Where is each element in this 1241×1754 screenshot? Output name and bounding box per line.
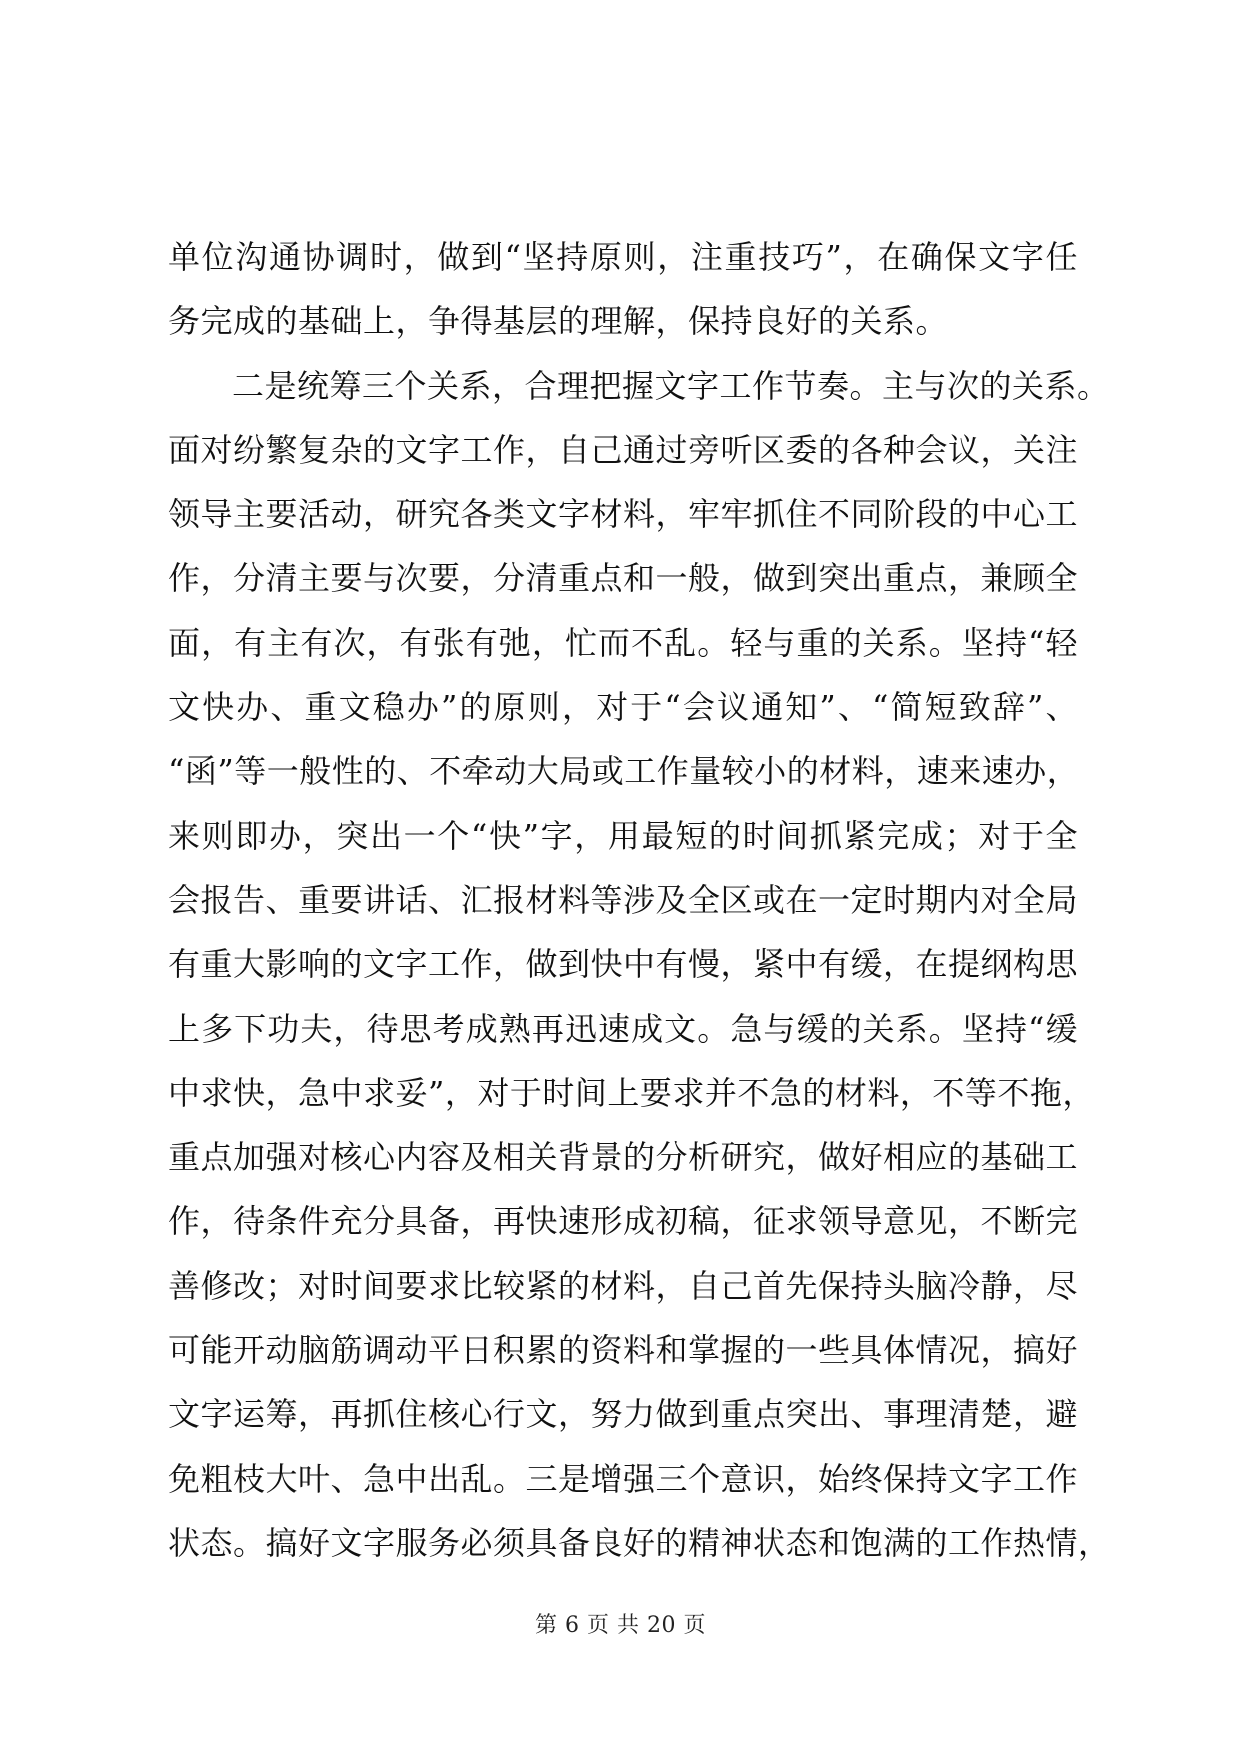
- text-line: 文字运筹，再抓住核心行文，努力做到重点突出、事理清楚，避: [168, 1395, 1079, 1434]
- text-line: 面，有主有次，有张有弛，忙而不乱。轻与重的关系。坚持“轻: [168, 623, 1078, 662]
- text-line: 文快办、重文稳办”的原则，对于“会议通知”、“简短致辞”、: [168, 688, 1078, 727]
- text-line: 务完成的基础上，争得基层的理解，保持良好的关系。: [168, 302, 949, 341]
- text-line: 可能开动脑筋调动平日积累的资料和掌握的一些具体情况，搞好: [168, 1331, 1079, 1370]
- page-number: 第 6 页 共 20 页: [535, 1613, 706, 1638]
- text-line: 面对纷繁复杂的文字工作，自己通过旁听区委的各种会议，关注: [168, 430, 1079, 469]
- text-line: 善修改；对时间要求比较紧的材料，自己首先保持头脑冷静，尽: [168, 1266, 1079, 1305]
- text-line: 免粗枝大叶、急中出乱。三是增强三个意识，始终保持文字工作: [168, 1459, 1079, 1498]
- text-line: 二是统筹三个关系，合理把握文字工作节奏。主与次的关系。: [232, 366, 1110, 405]
- text-line: 上多下功夫，待思考成熟再迅速成文。急与缓的关系。坚持“缓: [168, 1009, 1078, 1048]
- text-line: 作，分清主要与次要，分清重点和一般，做到突出重点，兼顾全: [168, 559, 1079, 598]
- text-line: “函”等一般性的、不牵动大局或工作量较小的材料，速来速办，: [168, 752, 1080, 791]
- page-footer: [0, 1608, 1241, 1639]
- text-line: 中求快，急中求妥”，对于时间上要求并不急的材料，不等不拖，: [168, 1073, 1095, 1112]
- text-line: 状态。搞好文字服务必须具备良好的精神状态和饱满的工作热情，: [168, 1523, 1111, 1562]
- text-line: 作，待条件充分具备，再快速形成初稿，征求领导意见，不断完: [168, 1202, 1079, 1241]
- text-line: 有重大影响的文字工作，做到快中有慢，紧中有缓，在提纲构思: [168, 945, 1079, 984]
- text-line: 领导主要活动，研究各类文字材料，牢牢抓住不同阶段的中心工: [168, 495, 1079, 534]
- text-line: 单位沟通协调时，做到“坚持原则，注重技巧”，在确保文字任: [168, 238, 1078, 276]
- text-line: 来则即办，突出一个“快”字，用最短的时间抓紧完成；对于全: [168, 816, 1078, 855]
- body-text: [168, 225, 1111, 1575]
- text-line: 会报告、重要讲话、汇报材料等涉及全区或在一定时期内对全局: [168, 880, 1079, 919]
- text-line: 重点加强对核心内容及相关背景的分析研究，做好相应的基础工: [168, 1138, 1079, 1177]
